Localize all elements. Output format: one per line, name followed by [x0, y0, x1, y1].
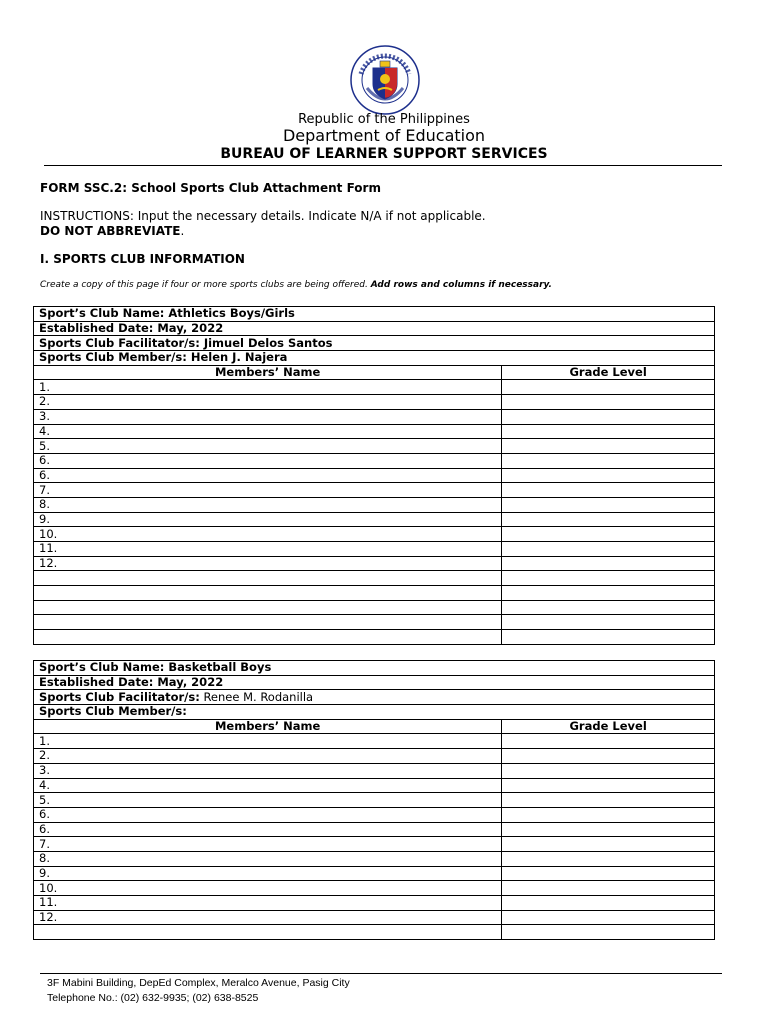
table-row — [34, 556, 715, 571]
club-2-member-rows — [34, 734, 715, 940]
established-date-row[interactable]: Established Date: May, 2022 — [34, 675, 715, 690]
facilitator-row[interactable]: Sports Club Facilitator/s: Jimuel Delos Santos — [34, 336, 715, 351]
table-row — [34, 807, 715, 822]
member-name-cell[interactable]: 6. — [34, 468, 502, 483]
grade-level-cell[interactable] — [502, 630, 715, 645]
table-row — [34, 615, 715, 630]
table-row — [34, 600, 715, 615]
grade-level-cell[interactable] — [502, 527, 715, 542]
member-name-cell[interactable] — [34, 571, 502, 586]
table-row — [34, 763, 715, 778]
member-name-cell[interactable]: 1. — [34, 380, 502, 395]
member-name-cell[interactable]: 6. — [34, 453, 502, 468]
grade-level-cell[interactable] — [502, 763, 715, 778]
table-row — [34, 424, 715, 439]
table-row — [34, 497, 715, 512]
table-row — [34, 822, 715, 837]
header-bureau: BUREAU OF LEARNER SUPPORT SERVICES — [220, 146, 548, 162]
table-row — [34, 395, 715, 410]
grade-level-cell[interactable] — [502, 822, 715, 837]
grade-level-cell[interactable] — [502, 380, 715, 395]
grade-level-cell[interactable] — [502, 586, 715, 601]
member-name-cell[interactable]: 2. — [34, 749, 502, 764]
member-name-cell[interactable]: 6. — [34, 807, 502, 822]
grade-level-cell[interactable] — [502, 483, 715, 498]
section-note: Create a copy of this page if four or more sports clubs are being offered. Add rows and columns if necessary. — [40, 280, 552, 290]
table-row — [34, 925, 715, 940]
grade-level-cell[interactable] — [502, 571, 715, 586]
member-name-cell[interactable] — [34, 925, 502, 940]
established-date-row[interactable]: Established Date: May, 2022 — [34, 321, 715, 336]
member-name-cell[interactable]: 5. — [34, 793, 502, 808]
member-name-cell[interactable]: 1. — [34, 734, 502, 749]
member-name-cell[interactable]: 8. — [34, 497, 502, 512]
section-title: I. SPORTS CLUB INFORMATION — [40, 252, 245, 266]
club-table-2 — [33, 660, 715, 940]
table-row — [34, 749, 715, 764]
member-name-cell[interactable]: 3. — [34, 409, 502, 424]
grade-level-cell[interactable] — [502, 409, 715, 424]
member-name-cell[interactable]: 6. — [34, 822, 502, 837]
member-name-cell[interactable]: 5. — [34, 439, 502, 454]
table-row — [34, 866, 715, 881]
table-row — [34, 512, 715, 527]
grade-level-cell[interactable] — [502, 793, 715, 808]
table-row — [34, 439, 715, 454]
grade-level-cell[interactable] — [502, 615, 715, 630]
members-row[interactable]: Sports Club Member/s: Helen J. Najera — [34, 351, 715, 366]
club-table-1 — [33, 306, 715, 645]
grade-level-cell[interactable] — [502, 807, 715, 822]
member-name-cell[interactable]: 12. — [34, 556, 502, 571]
grade-level-cell[interactable] — [502, 778, 715, 793]
grade-level-cell[interactable] — [502, 925, 715, 940]
member-name-cell[interactable]: 7. — [34, 837, 502, 852]
grade-level-cell[interactable] — [502, 497, 715, 512]
facilitator-row[interactable]: Sports Club Facilitator/s: Renee M. Rodanilla — [34, 690, 715, 705]
grade-level-cell[interactable] — [502, 600, 715, 615]
member-name-cell[interactable]: 8. — [34, 851, 502, 866]
member-name-cell[interactable] — [34, 630, 502, 645]
grade-level-cell[interactable] — [502, 512, 715, 527]
table-row — [34, 380, 715, 395]
member-name-cell[interactable]: 11. — [34, 896, 502, 911]
table-row — [34, 910, 715, 925]
table-row — [34, 453, 715, 468]
table-row — [34, 409, 715, 424]
grade-level-cell[interactable] — [502, 734, 715, 749]
member-name-cell[interactable]: 9. — [34, 866, 502, 881]
table-row — [34, 837, 715, 852]
form-title: FORM SSC.2: School Sports Club Attachment Form — [40, 181, 381, 195]
grade-level-cell[interactable] — [502, 453, 715, 468]
grade-level-cell[interactable] — [502, 749, 715, 764]
club-name-row[interactable]: Sport’s Club Name: Basketball Boys — [34, 661, 715, 676]
table-row — [34, 734, 715, 749]
header-department: Department of Education — [282, 126, 486, 145]
member-name-cell[interactable]: 9. — [34, 512, 502, 527]
grade-level-cell[interactable] — [502, 542, 715, 557]
grade-level-cell[interactable] — [502, 424, 715, 439]
grade-level-cell[interactable] — [502, 881, 715, 896]
grade-level-cell[interactable] — [502, 866, 715, 881]
grade-level-cell[interactable] — [502, 896, 715, 911]
member-name-cell[interactable]: 12. — [34, 910, 502, 925]
member-name-cell[interactable]: 10. — [34, 881, 502, 896]
grade-level-cell[interactable] — [502, 439, 715, 454]
do-not-abbreviate: DO NOT ABBREVIATE. — [40, 224, 185, 238]
club-1-member-rows — [34, 380, 715, 644]
table-row — [34, 586, 715, 601]
member-name-cell[interactable]: 2. — [34, 395, 502, 410]
header-republic: Republic of the Philippines — [298, 112, 470, 127]
footer-address: 3F Mabini Building, DepEd Complex, Meralco Avenue, Pasig City — [47, 977, 350, 989]
grade-level-cell[interactable] — [502, 556, 715, 571]
member-name-cell[interactable]: 11. — [34, 542, 502, 557]
club-name-row[interactable]: Sport’s Club Name: Athletics Boys/Girls — [34, 307, 715, 322]
member-name-cell[interactable]: 10. — [34, 527, 502, 542]
col-members-name: Members’ Name — [34, 719, 502, 734]
table-row — [34, 896, 715, 911]
instructions: INSTRUCTIONS: Input the necessary details. Indicate N/A if not applicable. — [40, 209, 486, 223]
table-row — [34, 571, 715, 586]
table-row — [34, 468, 715, 483]
footer-telephone: Telephone No.: (02) 632-9935; (02) 638-8525 — [47, 992, 259, 1004]
grade-level-cell[interactable] — [502, 910, 715, 925]
table-row — [34, 851, 715, 866]
members-row[interactable]: Sports Club Member/s: — [34, 705, 715, 720]
grade-level-cell[interactable] — [502, 468, 715, 483]
member-name-cell[interactable]: 7. — [34, 483, 502, 498]
deped-seal-icon — [347, 44, 423, 116]
col-grade-level: Grade Level — [502, 719, 715, 734]
grade-level-cell[interactable] — [502, 837, 715, 852]
col-grade-level: Grade Level — [502, 365, 715, 380]
member-name-cell[interactable] — [34, 615, 502, 630]
table-row — [34, 483, 715, 498]
member-name-cell[interactable]: 3. — [34, 763, 502, 778]
grade-level-cell[interactable] — [502, 395, 715, 410]
table-row — [34, 778, 715, 793]
table-row — [34, 881, 715, 896]
col-members-name: Members’ Name — [34, 365, 502, 380]
table-row — [34, 542, 715, 557]
grade-level-cell[interactable] — [502, 851, 715, 866]
table-row — [34, 527, 715, 542]
member-name-cell[interactable]: 4. — [34, 424, 502, 439]
member-name-cell[interactable] — [34, 600, 502, 615]
table-row — [34, 793, 715, 808]
member-name-cell[interactable] — [34, 586, 502, 601]
header-rule — [44, 165, 722, 166]
table-row — [34, 630, 715, 645]
member-name-cell[interactable]: 4. — [34, 778, 502, 793]
footer-rule — [40, 973, 722, 974]
